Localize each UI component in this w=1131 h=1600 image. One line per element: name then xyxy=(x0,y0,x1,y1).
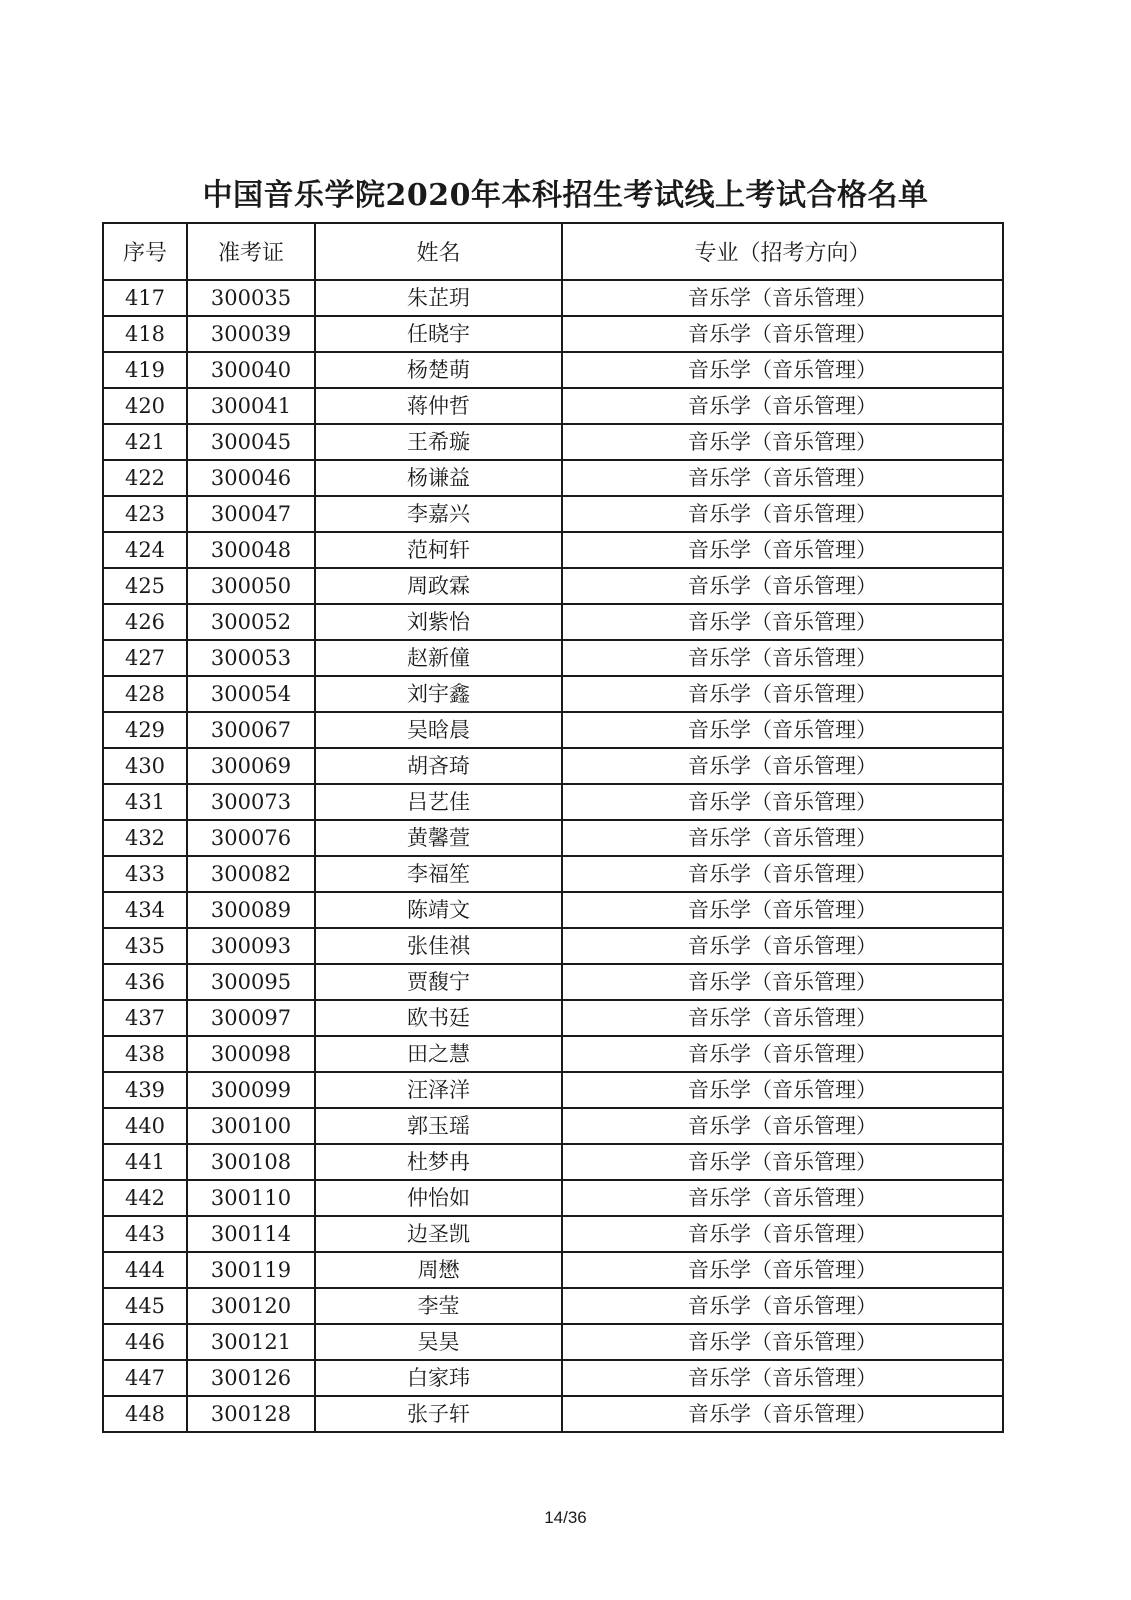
cell-ticket: 300046 xyxy=(187,460,315,496)
cell-major: 音乐学（音乐管理） xyxy=(562,856,1003,892)
cell-major: 音乐学（音乐管理） xyxy=(562,568,1003,604)
table-row xyxy=(103,1288,1003,1324)
cell-ticket: 300041 xyxy=(187,388,315,424)
column-header-major: 专业（招考方向） xyxy=(562,223,1003,280)
table-row xyxy=(103,388,1003,424)
cell-major: 音乐学（音乐管理） xyxy=(562,892,1003,928)
cell-seq: 437 xyxy=(103,1000,187,1036)
cell-seq: 431 xyxy=(103,784,187,820)
cell-ticket: 300052 xyxy=(187,604,315,640)
cell-major: 音乐学（音乐管理） xyxy=(562,1324,1003,1360)
cell-ticket: 300048 xyxy=(187,532,315,568)
cell-name: 张子轩 xyxy=(315,1396,562,1432)
cell-seq: 430 xyxy=(103,748,187,784)
cell-name: 吴晗晨 xyxy=(315,712,562,748)
cell-major: 音乐学（音乐管理） xyxy=(562,676,1003,712)
cell-ticket: 300121 xyxy=(187,1324,315,1360)
cell-ticket: 300110 xyxy=(187,1180,315,1216)
table-row xyxy=(103,1252,1003,1288)
cell-ticket: 300119 xyxy=(187,1252,315,1288)
cell-major: 音乐学（音乐管理） xyxy=(562,280,1003,316)
table-row xyxy=(103,1144,1003,1180)
table-row xyxy=(103,892,1003,928)
cell-seq: 441 xyxy=(103,1144,187,1180)
cell-ticket: 300035 xyxy=(187,280,315,316)
cell-major: 音乐学（音乐管理） xyxy=(562,388,1003,424)
table-row xyxy=(103,820,1003,856)
cell-name: 刘宇鑫 xyxy=(315,676,562,712)
cell-ticket: 300128 xyxy=(187,1396,315,1432)
cell-major: 音乐学（音乐管理） xyxy=(562,604,1003,640)
table-header xyxy=(103,223,1003,280)
cell-ticket: 300047 xyxy=(187,496,315,532)
cell-name: 李莹 xyxy=(315,1288,562,1324)
table-row xyxy=(103,1036,1003,1072)
cell-name: 郭玉瑶 xyxy=(315,1108,562,1144)
cell-major: 音乐学（音乐管理） xyxy=(562,1360,1003,1396)
cell-seq: 418 xyxy=(103,316,187,352)
cell-name: 李嘉兴 xyxy=(315,496,562,532)
cell-ticket: 300082 xyxy=(187,856,315,892)
table-row xyxy=(103,1360,1003,1396)
cell-name: 杜梦冉 xyxy=(315,1144,562,1180)
cell-ticket: 300093 xyxy=(187,928,315,964)
cell-name: 赵新僮 xyxy=(315,640,562,676)
cell-major: 音乐学（音乐管理） xyxy=(562,532,1003,568)
cell-name: 胡吝琦 xyxy=(315,748,562,784)
table-row xyxy=(103,1000,1003,1036)
cell-seq: 436 xyxy=(103,964,187,1000)
cell-ticket: 300108 xyxy=(187,1144,315,1180)
table-row xyxy=(103,352,1003,388)
cell-ticket: 300069 xyxy=(187,748,315,784)
cell-ticket: 300126 xyxy=(187,1360,315,1396)
cell-ticket: 300053 xyxy=(187,640,315,676)
cell-ticket: 300095 xyxy=(187,964,315,1000)
cell-ticket: 300098 xyxy=(187,1036,315,1072)
cell-seq: 439 xyxy=(103,1072,187,1108)
column-header-name: 姓名 xyxy=(315,223,562,280)
cell-major: 音乐学（音乐管理） xyxy=(562,1252,1003,1288)
cell-seq: 422 xyxy=(103,460,187,496)
cell-seq: 421 xyxy=(103,424,187,460)
cell-ticket: 300097 xyxy=(187,1000,315,1036)
cell-name: 边圣凯 xyxy=(315,1216,562,1252)
cell-seq: 433 xyxy=(103,856,187,892)
table-row xyxy=(103,1072,1003,1108)
cell-seq: 424 xyxy=(103,532,187,568)
cell-seq: 435 xyxy=(103,928,187,964)
table-row xyxy=(103,1108,1003,1144)
cell-major: 音乐学（音乐管理） xyxy=(562,640,1003,676)
cell-name: 仲怡如 xyxy=(315,1180,562,1216)
page-title: 中国音乐学院2020年本科招生考试线上考试合格名单 xyxy=(202,178,929,214)
admission-list-table xyxy=(102,222,1004,1433)
table-row xyxy=(103,604,1003,640)
cell-seq: 419 xyxy=(103,352,187,388)
cell-ticket: 300100 xyxy=(187,1108,315,1144)
cell-name: 杨谦益 xyxy=(315,460,562,496)
cell-seq: 427 xyxy=(103,640,187,676)
cell-major: 音乐学（音乐管理） xyxy=(562,1108,1003,1144)
table-row xyxy=(103,856,1003,892)
cell-name: 周政霖 xyxy=(315,568,562,604)
cell-ticket: 300114 xyxy=(187,1216,315,1252)
cell-major: 音乐学（音乐管理） xyxy=(562,1000,1003,1036)
table-row xyxy=(103,1396,1003,1432)
cell-ticket: 300040 xyxy=(187,352,315,388)
header-row xyxy=(103,223,1003,280)
cell-major: 音乐学（音乐管理） xyxy=(562,820,1003,856)
cell-name: 杨楚萌 xyxy=(315,352,562,388)
cell-major: 音乐学（音乐管理） xyxy=(562,1072,1003,1108)
cell-name: 蒋仲哲 xyxy=(315,388,562,424)
table-row xyxy=(103,280,1003,316)
cell-name: 范柯轩 xyxy=(315,532,562,568)
cell-ticket: 300045 xyxy=(187,424,315,460)
cell-name: 吴昊 xyxy=(315,1324,562,1360)
table-row xyxy=(103,928,1003,964)
cell-ticket: 300050 xyxy=(187,568,315,604)
cell-seq: 429 xyxy=(103,712,187,748)
page-number: 14/36 xyxy=(544,1508,587,1527)
cell-ticket: 300067 xyxy=(187,712,315,748)
cell-major: 音乐学（音乐管理） xyxy=(562,1288,1003,1324)
table-body xyxy=(103,280,1003,1432)
cell-seq: 443 xyxy=(103,1216,187,1252)
cell-name: 张佳祺 xyxy=(315,928,562,964)
cell-name: 陈靖文 xyxy=(315,892,562,928)
cell-major: 音乐学（音乐管理） xyxy=(562,748,1003,784)
column-header-ticket: 准考证 xyxy=(187,223,315,280)
cell-ticket: 300076 xyxy=(187,820,315,856)
cell-ticket: 300099 xyxy=(187,1072,315,1108)
cell-seq: 434 xyxy=(103,892,187,928)
cell-seq: 428 xyxy=(103,676,187,712)
cell-major: 音乐学（音乐管理） xyxy=(562,1216,1003,1252)
cell-name: 王希璇 xyxy=(315,424,562,460)
cell-seq: 425 xyxy=(103,568,187,604)
cell-major: 音乐学（音乐管理） xyxy=(562,316,1003,352)
cell-name: 贾馥宁 xyxy=(315,964,562,1000)
cell-major: 音乐学（音乐管理） xyxy=(562,1180,1003,1216)
cell-seq: 423 xyxy=(103,496,187,532)
table-row xyxy=(103,424,1003,460)
cell-ticket: 300120 xyxy=(187,1288,315,1324)
table-row xyxy=(103,640,1003,676)
table-row xyxy=(103,460,1003,496)
cell-major: 音乐学（音乐管理） xyxy=(562,784,1003,820)
cell-name: 任晓宇 xyxy=(315,316,562,352)
cell-seq: 445 xyxy=(103,1288,187,1324)
cell-name: 刘紫怡 xyxy=(315,604,562,640)
cell-name: 黄馨萱 xyxy=(315,820,562,856)
cell-major: 音乐学（音乐管理） xyxy=(562,424,1003,460)
cell-major: 音乐学（音乐管理） xyxy=(562,964,1003,1000)
cell-seq: 426 xyxy=(103,604,187,640)
cell-seq: 432 xyxy=(103,820,187,856)
cell-seq: 438 xyxy=(103,1036,187,1072)
cell-major: 音乐学（音乐管理） xyxy=(562,352,1003,388)
cell-seq: 446 xyxy=(103,1324,187,1360)
cell-major: 音乐学（音乐管理） xyxy=(562,928,1003,964)
table-row xyxy=(103,1216,1003,1252)
cell-name: 吕艺佳 xyxy=(315,784,562,820)
cell-major: 音乐学（音乐管理） xyxy=(562,1396,1003,1432)
table-row xyxy=(103,676,1003,712)
cell-name: 田之慧 xyxy=(315,1036,562,1072)
cell-ticket: 300039 xyxy=(187,316,315,352)
cell-name: 周懋 xyxy=(315,1252,562,1288)
cell-seq: 420 xyxy=(103,388,187,424)
cell-major: 音乐学（音乐管理） xyxy=(562,496,1003,532)
table-row xyxy=(103,496,1003,532)
cell-seq: 448 xyxy=(103,1396,187,1432)
table-row xyxy=(103,316,1003,352)
cell-seq: 440 xyxy=(103,1108,187,1144)
table-row xyxy=(103,1324,1003,1360)
cell-seq: 417 xyxy=(103,280,187,316)
table-row xyxy=(103,784,1003,820)
table-row xyxy=(103,532,1003,568)
table-row xyxy=(103,748,1003,784)
cell-ticket: 300073 xyxy=(187,784,315,820)
cell-major: 音乐学（音乐管理） xyxy=(562,1144,1003,1180)
cell-major: 音乐学（音乐管理） xyxy=(562,1036,1003,1072)
cell-name: 朱芷玥 xyxy=(315,280,562,316)
cell-name: 白家玮 xyxy=(315,1360,562,1396)
cell-seq: 442 xyxy=(103,1180,187,1216)
table-row xyxy=(103,712,1003,748)
cell-name: 李福笙 xyxy=(315,856,562,892)
column-header-seq: 序号 xyxy=(103,223,187,280)
cell-ticket: 300054 xyxy=(187,676,315,712)
table-row xyxy=(103,568,1003,604)
cell-ticket: 300089 xyxy=(187,892,315,928)
cell-major: 音乐学（音乐管理） xyxy=(562,712,1003,748)
cell-major: 音乐学（音乐管理） xyxy=(562,460,1003,496)
table-row xyxy=(103,1180,1003,1216)
table-row xyxy=(103,964,1003,1000)
cell-seq: 444 xyxy=(103,1252,187,1288)
cell-name: 欧书廷 xyxy=(315,1000,562,1036)
cell-name: 汪泽洋 xyxy=(315,1072,562,1108)
cell-seq: 447 xyxy=(103,1360,187,1396)
